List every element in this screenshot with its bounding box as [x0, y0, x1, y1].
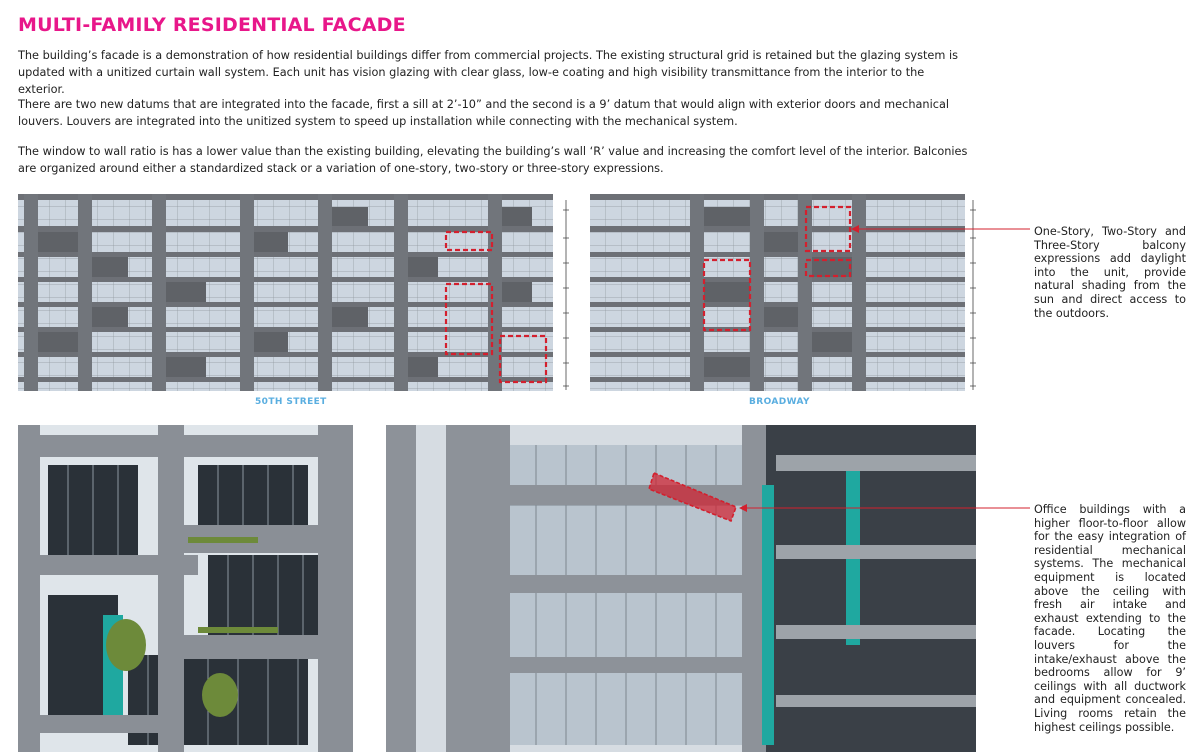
elevation-broadway-drawing [590, 194, 965, 391]
elevation-50th-street [18, 194, 553, 391]
elevation-label-50th-street: 50TH STREET [255, 397, 327, 407]
rendering-balconies [18, 425, 353, 752]
rendering-mechanical-louvers [386, 425, 976, 752]
paragraph-facade-intro: The building’s facade is a demonstration of how residential buildings differ from commercial projects. The existing structural grid is retained but the glazing system is updated with a unitized curtain wall system. Each unit has vision glazing with clear glass, low-e coating and high visibility transmittance from the interior to the exterior. [18, 49, 958, 96]
level-markers-broadway [970, 200, 976, 390]
rendering-mechanical-louvers-image [386, 425, 976, 752]
page-title: MULTI-FAMILY RESIDENTIAL FACADE [18, 14, 406, 36]
elevation-label-broadway: BROADWAY [749, 397, 810, 407]
paragraph-window-wall-ratio: The window to wall ratio is has a lower value than the existing building, elevating the building’s wall ‘R’ value and increasing the comfort level of the interior. Balconies are organized around either a standardized stack or a variation of one-story, two-story or three-story expressions. [18, 145, 968, 175]
callout-balcony-expressions: One-Story, Two-Story and Three-Story balcony expressions add daylight into the unit, provide natural shading from the sun and direct access to the outdoors. [1034, 225, 1186, 320]
rendering-balconies-image [18, 425, 353, 752]
elevation-broadway [590, 194, 965, 391]
level-markers-50th [563, 200, 569, 390]
callout-mechanical-integration: Office buildings with a higher floor-to-floor allow for the easy integration of residential mechanical systems. The mechanical equipment is located above the ceiling with fresh air intake and exhaust extending to the facade. Locating the louvers for the intake/exhaust above the bedrooms allow for 9’ ceilings with all ductwork and equipment concealed. Living rooms retain the highest ceilings possible. [1034, 503, 1186, 734]
elevation-50th-street-drawing [18, 194, 553, 391]
paragraph-datums: There are two new datums that are integrated into the facade, first a sill at 2’-10” and the second is a 9’ datum that would align with exterior doors and mechanical louvers. Louvers are integrated into the unitized system to speed up installation while connecting with the mechanical system. [18, 98, 949, 128]
